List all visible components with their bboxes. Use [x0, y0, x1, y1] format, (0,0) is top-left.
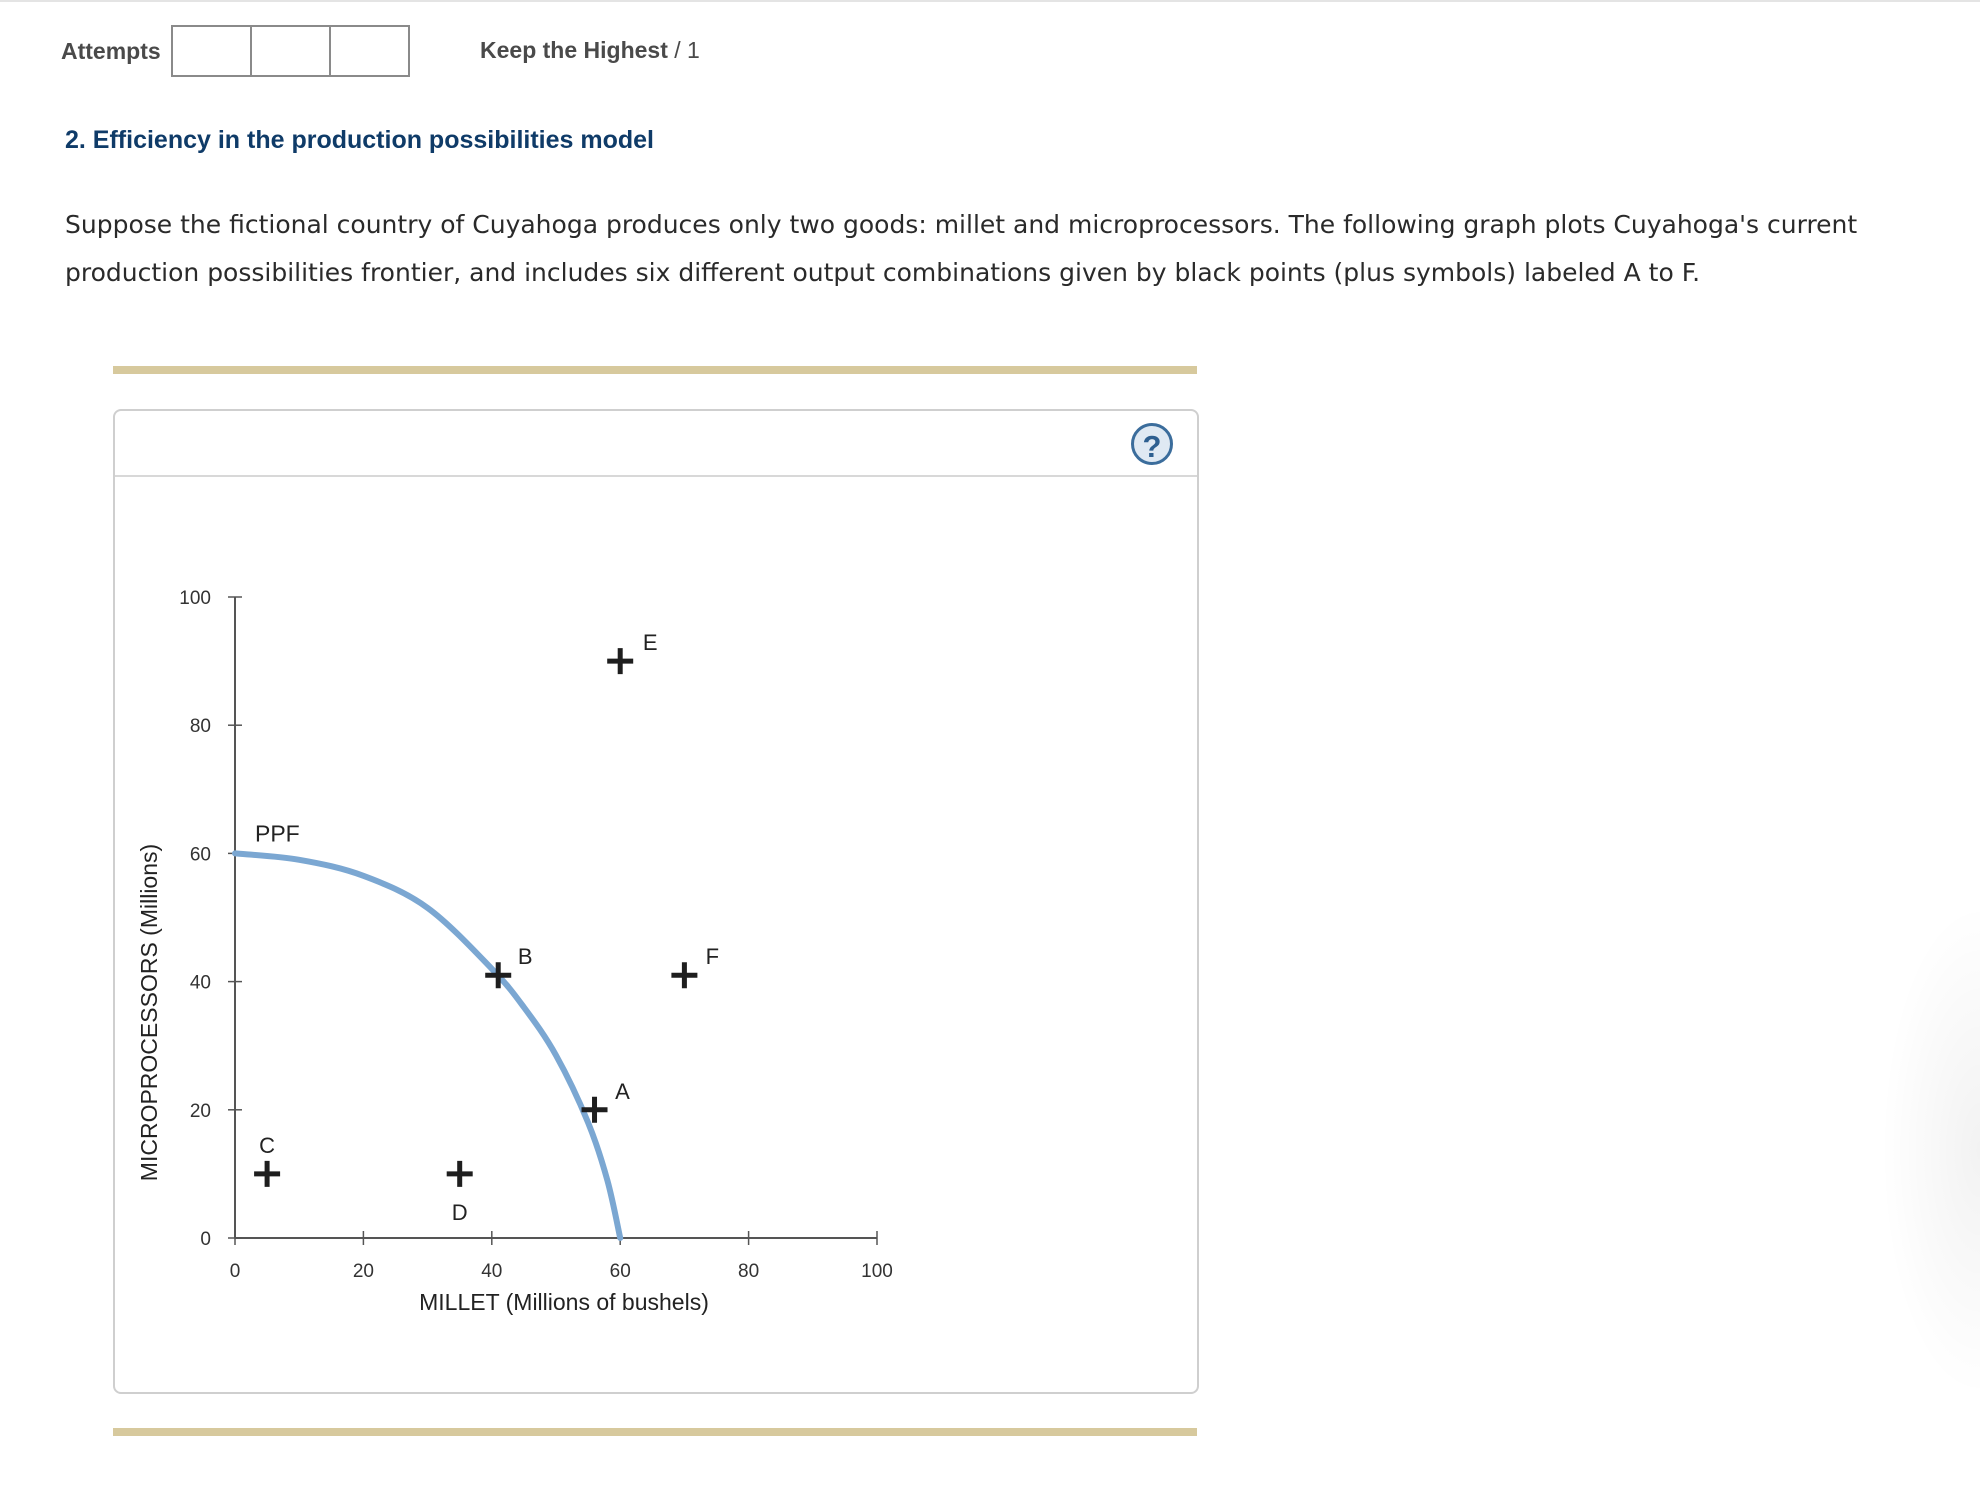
ppf-curve [235, 853, 620, 1238]
attempt-box [171, 25, 252, 77]
point-f-label: F [705, 944, 720, 970]
y-tick-label: 20 [189, 1100, 211, 1122]
attempt-box [250, 25, 331, 77]
help-icon[interactable]: ? [1131, 423, 1173, 465]
edge-shadow [1880, 900, 1980, 1400]
ppf-chart [115, 411, 1197, 1392]
attempt-boxes [171, 25, 408, 77]
point-f-marker [671, 962, 697, 988]
y-tick-label: 0 [200, 1229, 211, 1250]
point-d-label: D [451, 1199, 468, 1225]
ppf-label: PPF [255, 820, 300, 847]
point-d-marker [447, 1161, 473, 1187]
x-tick-label: 60 [609, 1261, 631, 1282]
keep-highest-label: Keep the Highest [480, 37, 668, 63]
graph-top-rule [113, 366, 1197, 374]
point-e-label: E [642, 630, 658, 656]
point-c-marker [254, 1161, 280, 1187]
point-c-label: C [259, 1132, 276, 1158]
y-tick-label: 40 [189, 972, 211, 994]
x-tick-label: 20 [352, 1261, 374, 1282]
x-tick-label: 80 [738, 1261, 760, 1282]
top-divider [0, 0, 1980, 2]
attempt-box [329, 25, 410, 77]
question-intro: Suppose the fictional country of Cuyahoga produces only two goods: millet and microprocessors. The following graph plots Cuyahoga's current production possibilities frontier, and includes six different output combinations given by black points (plus symbols) labeled A to F. [65, 210, 1858, 287]
x-tick-label: 0 [229, 1261, 241, 1282]
question-title: 2. Efficiency in the production possibilities model [65, 126, 654, 154]
y-tick-label: 80 [189, 716, 211, 738]
point-b-label: B [517, 944, 533, 970]
point-e-marker [607, 648, 633, 674]
x-tick-label: 40 [481, 1261, 503, 1282]
y-axis-title: MICROPROCESSORS (Millions) [136, 843, 162, 1182]
x-axis-title: MILLET (Millions of bushels) [419, 1289, 709, 1315]
y-tick-label: 100 [179, 588, 211, 609]
point-a-label: A [615, 1078, 630, 1104]
attempts-row [61, 24, 408, 78]
y-tick-label: 60 [189, 844, 211, 866]
x-tick-label: 100 [861, 1261, 893, 1282]
grading-policy [480, 37, 700, 64]
graph-panel [113, 409, 1199, 1394]
points-value: / 1 [674, 37, 700, 63]
graph-bottom-rule [113, 1428, 1197, 1436]
attempts-label: Attempts [61, 37, 161, 64]
